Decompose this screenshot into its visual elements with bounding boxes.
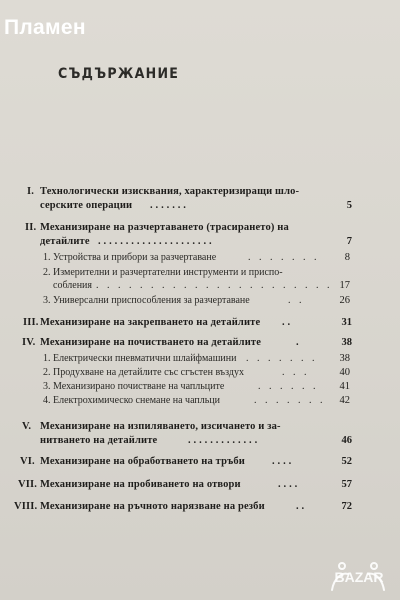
toc-entry-4-sub-3: 3. Механизирано почистване на чапльците	[43, 381, 225, 392]
toc-entry-8-line-1: Механизиране на ръчното нарязване на резби	[40, 501, 265, 512]
toc-leader: . . . .	[272, 456, 292, 467]
toc-entry-3-line-1: Механизиране на закрепването на детайлите	[40, 317, 261, 328]
toc-entry-4-sub-4: 4. Електрохимическо снемане на чапльци	[43, 395, 220, 406]
toc-leader: . . . . . . .	[254, 395, 326, 406]
toc-entry-8-page: 72	[341, 501, 352, 512]
toc-entry-1-line-1: Технологически изисквания, характеризиращи шло-	[40, 186, 300, 197]
toc-entry-6-roman: VI.	[20, 456, 35, 467]
toc-entry-1-page: 5	[346, 200, 352, 211]
toc-entry-5-roman: V.	[22, 421, 32, 432]
toc-entry-3-page: 31	[341, 317, 352, 328]
toc-entry-4-page: 38	[341, 337, 352, 348]
toc-entry-8-roman: VIII.	[14, 501, 38, 512]
toc-entry-2-page: 7	[346, 236, 352, 247]
toc-leader: . . . .	[278, 479, 298, 490]
toc-leader: . . . . . . .	[150, 200, 187, 211]
toc-entry-3-roman: III.	[23, 317, 39, 328]
toc-leader: . . . . . .	[258, 381, 319, 392]
toc-leader: . .	[282, 317, 291, 328]
toc-entry-4-sub-1-page: 38	[339, 353, 350, 364]
toc-entry-4-line-1: Механизиране на почистването на детайлите	[40, 337, 262, 348]
toc-leader: . . . . . . . . . . . . .	[188, 435, 258, 446]
toc-entry-4-sub-2-page: 40	[339, 367, 350, 378]
toc-entry-2-line-2: детайлите	[40, 236, 90, 247]
toc-entry-2-sub-3: 3. Универсални приспособления за разчертаване	[43, 295, 250, 306]
toc-entry-2-sub-1-page: 8	[344, 252, 350, 263]
toc-entry-5-line-1: Механизиране на изпиляването, изсичането и за-	[40, 421, 281, 432]
toc-entry-2-roman: II.	[25, 222, 37, 233]
toc-leader: . . . . . . . . . . . . . . . . . . . . .	[98, 236, 212, 247]
toc-entry-1-roman: I.	[27, 186, 35, 197]
toc-entry-2-sub-3-page: 26	[339, 295, 350, 306]
toc-entry-1-line-2: серските операции	[40, 200, 133, 211]
toc-entry-2-sub-2-line-1: 2. Измерителни и разчертателни инструменти и приспо-	[43, 267, 283, 278]
toc-entry-2-sub-2-line-2: собления	[53, 280, 93, 291]
toc-entry-4-roman: IV.	[22, 337, 36, 348]
toc-entry-2-line-1: Механизиране на разчертаването (трасирането) на	[40, 222, 289, 233]
toc-leader: . . . . . . .	[248, 252, 320, 263]
page-title: СЪДЪРЖАНИЕ	[58, 66, 180, 82]
toc-leader: . . . . . . . . . . . . . . . . . . . . . .	[96, 280, 333, 291]
toc-entry-7-line-1: Механизиране на пробиването на отвори	[40, 479, 241, 490]
toc-leader: . . .	[282, 367, 310, 378]
toc-entry-7-roman: VII.	[18, 479, 37, 490]
toc-entry-5-line-2: нитването на детайлите	[40, 435, 158, 446]
bazar-logo	[322, 560, 396, 596]
toc-entry-7-page: 57	[341, 479, 352, 490]
bazar-logo-text: BAZAR	[334, 569, 384, 585]
toc-entry-5-page: 46	[341, 435, 352, 446]
toc-entry-4-sub-3-page: 41	[339, 381, 350, 392]
toc-entry-6-page: 52	[341, 456, 352, 467]
toc-entry-4-sub-2: 2. Продухване на детайлите със сгъстен въздух	[43, 367, 244, 378]
toc-entry-6-line-1: Механизиране на обработването на тръби	[40, 456, 245, 467]
seller-watermark: Пламен	[4, 16, 86, 39]
toc-entry-4-sub-1: 1. Електрически пневматични шлайфмашини	[43, 353, 237, 364]
toc-entry-2-sub-1: 1. Устройства и прибори за разчертаване	[43, 252, 217, 263]
toc-leader: . . . . . . .	[246, 353, 318, 364]
toc-leader: . .	[288, 295, 305, 306]
toc-entry-2-sub-2-page: 17	[339, 280, 350, 291]
toc-leader: .	[296, 337, 299, 348]
toc-leader: . .	[296, 501, 305, 512]
toc-entry-4-sub-4-page: 42	[339, 395, 350, 406]
